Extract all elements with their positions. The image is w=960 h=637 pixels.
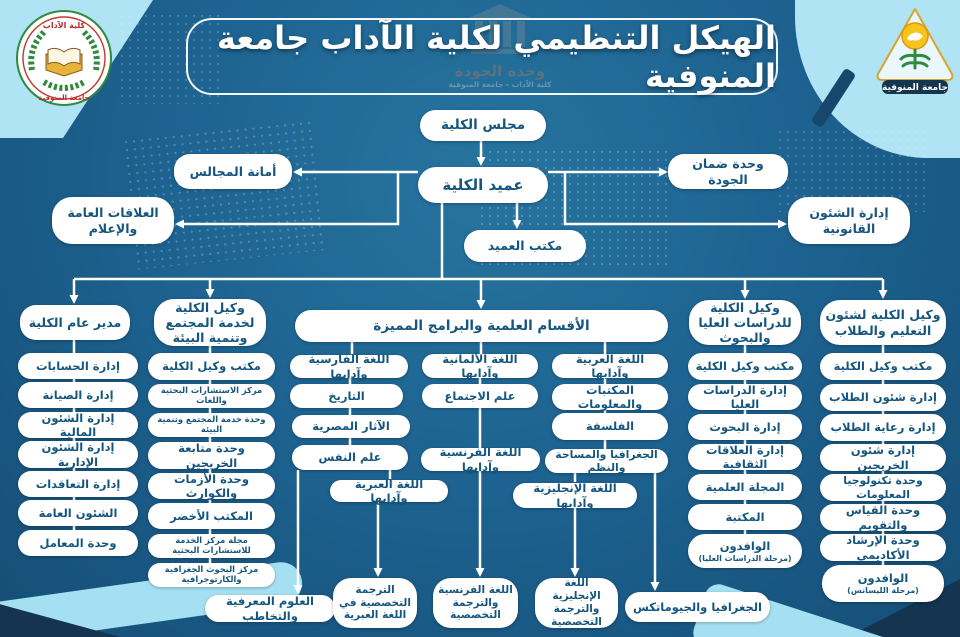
node-faculty-council: مجلس الكلية — [420, 110, 546, 141]
org-node: المجلة العلمية — [688, 474, 802, 500]
node-dean-office: مكتب العميد — [464, 230, 586, 262]
branch-header-education-students: وكيل الكلية لشئون التعليم والطلاب — [820, 300, 946, 345]
org-node: الشئون العامة — [18, 500, 138, 526]
org-node: إدارة شئون الطلاب — [820, 384, 946, 411]
page-title: الهيكل التنظيمي لكلية الآداب جامعة المنوفية — [186, 18, 778, 95]
org-node: مكتب وكيل الكلية — [148, 353, 275, 380]
org-node: مركز البحوث الجغرافية والكارتوجرافية — [148, 563, 275, 587]
org-node: علم الاجتماع — [422, 384, 538, 408]
org-node: مجلة مركز الخدمة للاستشارات البحثية — [148, 534, 275, 558]
org-node-program: الترجمة التخصصية في اللغة العبرية — [333, 578, 417, 628]
branch-header-general-director: مدير عام الكلية — [20, 305, 130, 340]
org-node: وحدة متابعة الخريجين — [148, 442, 275, 469]
org-node: المكتبة — [688, 504, 802, 530]
branch-header-community-service: وكيل الكلية لخدمة المجتمع وتنمية البيئة — [154, 299, 266, 346]
org-node: اللغة العربية وآدابها — [552, 354, 668, 378]
org-node: إدارة البحوث — [688, 414, 802, 440]
org-node: اللغة العبرية وآدابها — [330, 480, 448, 502]
org-node-program: العلوم المعرفية والتخاطب — [205, 595, 335, 622]
org-node: إدارة الشئون المالية — [18, 412, 138, 438]
faculty-of-arts-logo — [14, 8, 114, 108]
node-legal-affairs: إدارة الشئون القانونية — [788, 197, 910, 244]
org-node: وحدة المعامل — [18, 530, 138, 556]
org-node: وحدة تكنولوجيا المعلومات — [820, 474, 946, 501]
org-node: وحدة الإرشاد الأكاديمي — [820, 534, 946, 561]
org-node: التاريخ — [290, 384, 403, 408]
svg-text:جامعة المنوفية: جامعة المنوفية — [882, 83, 948, 93]
expats-label: الوافدون — [719, 538, 771, 553]
org-node: إدارة رعاية الطلاب — [820, 414, 946, 441]
org-node: إدارة الشئون الإدارية — [18, 441, 138, 468]
svg-text:جامعة المنوفية: جامعة المنوفية — [38, 94, 90, 102]
org-node: وحدة القياس والتقويم — [820, 504, 946, 531]
org-node-expats — [822, 565, 944, 602]
org-node: إدارة الدراسات العليا — [688, 384, 802, 410]
org-node: وحدة الأزمات والكوارث — [148, 473, 275, 499]
org-node: المكتبات والمعلومات — [552, 384, 668, 410]
branch-header-departments: الأقسام العلمية والبرامج المميزة — [295, 310, 668, 342]
org-node: مركز الاستشارات البحثية واللغات — [148, 384, 275, 408]
org-node: اللغة الفرنسية وآدابها — [421, 448, 540, 471]
org-node: الجغرافيا والمساحة والنظم — [545, 449, 668, 473]
org-node-expats — [688, 534, 802, 568]
org-node: الفلسفة — [552, 413, 668, 440]
org-node-program: الجغرافيا والجيوماتكس — [625, 592, 770, 622]
org-node: إدارة التعاقدات — [18, 471, 138, 497]
org-node-program: اللغة الفرنسية والترجمة التخصصية — [433, 578, 518, 628]
branch-header-postgraduate: وكيل الكلية للدراسات العليا والبحوث — [689, 300, 801, 345]
expats-sublabel: (مرحلة الليسانس) — [847, 586, 919, 596]
org-node: إدارة الحسابات — [18, 353, 138, 379]
expats-sublabel: (مرحلة الدراسات العليا) — [698, 553, 792, 563]
node-quality-assurance-unit: وحدة ضمان الجودة — [668, 154, 788, 189]
org-node: اللغة الإنجليزية وآدابها — [513, 483, 637, 508]
watermark-text: وحدة الجودة — [454, 62, 546, 80]
org-node: اللغة الفارسية وآدابها — [290, 355, 408, 378]
expats-label: الوافدون — [857, 571, 909, 586]
org-node: وحدة خدمة المجتمع وتنمية البيئة — [148, 413, 275, 437]
org-node: مكتب وكيل الكلية — [688, 353, 802, 380]
org-node-program: اللغة الإنجليزية والترجمة التخصصية — [535, 578, 618, 628]
node-public-relations-media: العلاقات العامة والإعلام — [52, 197, 174, 244]
node-councils-secretariat: أمانة المجالس — [174, 154, 292, 189]
org-node: إدارة العلاقات الثقافية — [688, 444, 802, 470]
org-node: الآثار المصرية — [292, 415, 410, 438]
svg-text:كلية الآداب: كلية الآداب — [42, 21, 86, 30]
org-node: إدارة شئون الخريجين — [820, 444, 946, 471]
org-node: إدارة الصيانة — [18, 382, 138, 408]
org-node: اللغة الألمانية وآدابها — [422, 354, 538, 378]
menoufia-university-logo — [874, 6, 956, 98]
org-node: المكتب الأخضر — [148, 503, 275, 529]
node-dean: عميد الكلية — [418, 167, 548, 203]
org-node: علم النفس — [292, 445, 408, 470]
watermark-subtext: كلية الآداب - جامعة المنوفية — [448, 80, 552, 89]
org-node: مكتب وكيل الكلية — [820, 353, 946, 380]
